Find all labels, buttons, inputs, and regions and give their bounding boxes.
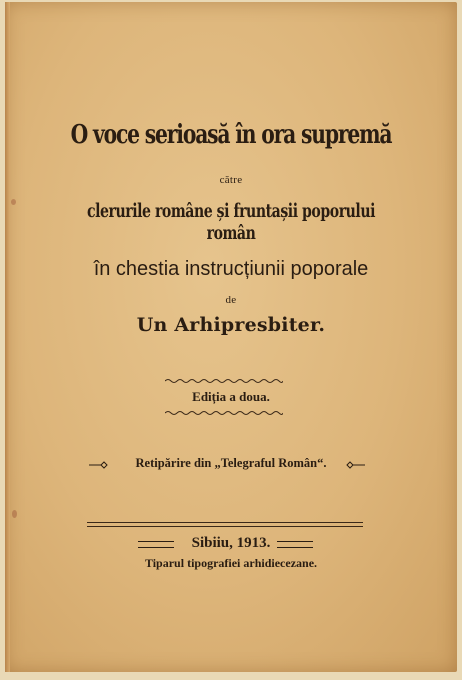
author-name: Un Arhipresbiter. <box>136 314 326 336</box>
edition-label: Ediția a doua. <box>192 389 270 404</box>
ornament-right <box>345 461 365 469</box>
book-title: O voce serioasă în ora supremă <box>70 120 392 150</box>
cover-stain <box>11 199 16 205</box>
printer-line: Tiparul tipografiei arhidiecezane. <box>144 556 318 570</box>
ornament-wavy-top <box>165 377 283 385</box>
recipients-line: clerurile române și fruntașii poporului român <box>86 200 376 244</box>
rule-top <box>87 522 363 523</box>
ornament-wavy-bottom <box>165 409 283 417</box>
cover-stain <box>12 510 17 518</box>
city-year: Sibiiu, 1913. <box>191 535 271 551</box>
reprint-note: Retipărire din „Telegraful Român“. <box>135 456 327 470</box>
subject-line: în chestia instrucțiunii poporale <box>93 258 369 280</box>
to-label: către <box>219 174 243 186</box>
cover-spine-edge <box>5 2 10 672</box>
ornament-dash-right <box>277 541 313 548</box>
by-label: de <box>225 294 237 306</box>
rule-bottom <box>87 526 363 527</box>
book-cover <box>5 2 457 672</box>
